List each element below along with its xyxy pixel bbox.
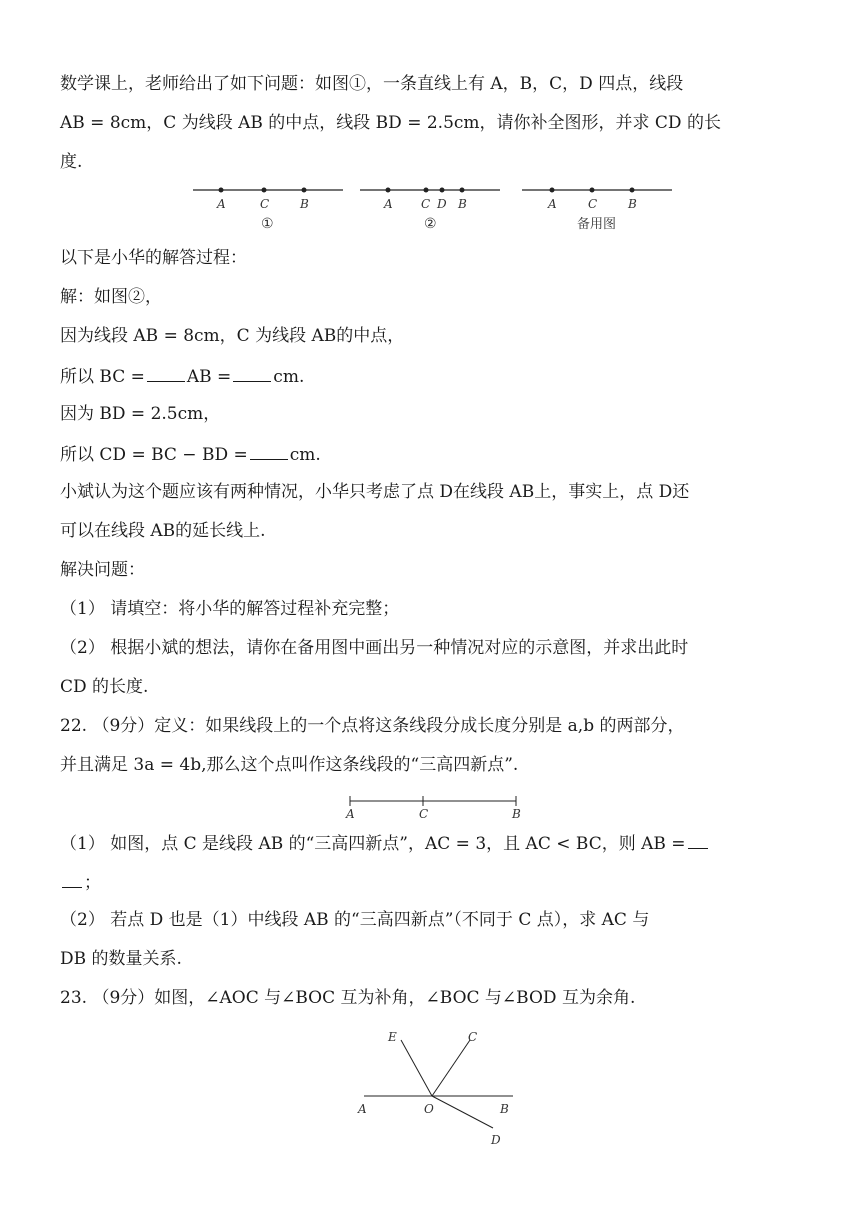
fig1-label-a: A [217, 197, 226, 211]
answer-blank-ab[interactable] [688, 830, 708, 849]
p21-solution-intro: 以下是小华的解答过程： [60, 248, 247, 268]
p21-intro-line3: 度. [60, 152, 83, 172]
fig1-caption: ① [261, 216, 274, 232]
sol5-part-a: 所以 CD = BC − BD = [60, 445, 248, 465]
p21-question2-line1: （2） 根据小斌的想法，请你在备用图中画出另一种情况对应的示意图，并求出此时 [60, 638, 689, 658]
p21-question2-line2: CD 的长度. [60, 677, 149, 697]
p22-q1-text: （1） 如图，点 C 是线段 AB 的“三高四新点”，AC = 3，且 AC < BC，则 AB = [60, 834, 686, 854]
fig2-label-d: D [437, 197, 447, 211]
fig2-caption: ② [424, 216, 437, 232]
answer-blank-cd-length[interactable] [250, 441, 288, 460]
p22-label-a: A [346, 807, 355, 821]
p23-label-b: B [500, 1102, 509, 1116]
answer-blank-bc-length[interactable] [233, 363, 271, 382]
fig2-label-b: B [458, 197, 467, 211]
p21-solution-line3 [60, 363, 304, 389]
figure-spare [522, 188, 672, 233]
answer-blank-ab-cont[interactable] [62, 869, 82, 888]
answer-blank-bc-ratio[interactable] [147, 363, 185, 382]
sol3-part-b: AB = [186, 367, 232, 387]
figure-2 [360, 188, 500, 233]
p21-intro-line2: AB = 8cm，C 为线段 AB 的中点，线段 BD = 2.5cm，请你补全图形，并求 CD 的长 [60, 113, 721, 133]
p21-solution-line2: 因为线段 AB = 8cm，C 为线段 AB的中点， [60, 326, 405, 346]
p23-figure [357, 1030, 513, 1147]
p21-note-line1: 小斌认为这个题应该有两种情况，小华只考虑了点 D在线段 AB上，事实上，点 D还 [60, 482, 690, 502]
p23-label-d: D [491, 1133, 501, 1147]
p22-question1-line1 [60, 830, 710, 856]
figure-1 [193, 188, 343, 233]
p22-question1-line2 [60, 869, 101, 895]
p21-solution-line5 [60, 441, 321, 467]
p23-label-a: A [358, 1102, 367, 1116]
p21-note-line2: 可以在线段 AB的延长线上. [60, 521, 266, 541]
fig2-label-a: A [384, 197, 393, 211]
fig3-label-a: A [548, 197, 557, 211]
sol3-part-c: cm. [273, 367, 305, 387]
p22-label-c: C [419, 807, 429, 821]
p22-line2: 并且满足 3a = 4b,那么这个点叫作这条线段的“三高四新点”. [60, 755, 519, 775]
p23-label-e: E [388, 1030, 397, 1044]
p21-solution-line4: 因为 BD = 2.5cm， [60, 404, 221, 424]
p21-intro-line1: 数学课上，老师给出了如下问题：如图①，一条直线上有 A，B，C，D 四点，线段 [60, 74, 684, 94]
fig2-label-c: C [421, 197, 431, 211]
p21-solve-heading: 解决问题： [60, 560, 145, 580]
sol3-part-a: 所以 BC = [60, 367, 145, 387]
p22-question2-line2: DB 的数量关系. [60, 949, 182, 969]
fig3-label-b: B [628, 197, 637, 211]
sol5-part-b: cm. [289, 445, 321, 465]
p22-q1-end: ； [84, 873, 101, 893]
fig1-label-b: B [300, 197, 309, 211]
p22-figure [345, 796, 521, 821]
fig1-label-c: C [260, 197, 270, 211]
p22-label-b: B [512, 807, 521, 821]
p23-label-o: O [424, 1102, 434, 1116]
p21-solution-line1: 解：如图②， [60, 287, 162, 307]
p22-line1: 22. （9分）定义：如果线段上的一个点将这条线段分成长度分别是 a,b 的两部分， [60, 716, 685, 736]
p21-question1: （1） 请填空：将小华的解答过程补充完整； [60, 599, 400, 619]
fig3-label-c: C [588, 197, 598, 211]
p23-line1: 23. （9分）如图，∠AOC 与∠BOC 互为补角，∠BOC 与∠BOD 互为余角. [60, 988, 636, 1008]
p22-question2-line1: （2） 若点 D 也是（1）中线段 AB 的“三高四新点”（不同于 C 点），求 AC 与 [60, 910, 650, 930]
p23-label-c: C [468, 1030, 478, 1044]
fig3-caption: 备用图 [577, 217, 617, 232]
